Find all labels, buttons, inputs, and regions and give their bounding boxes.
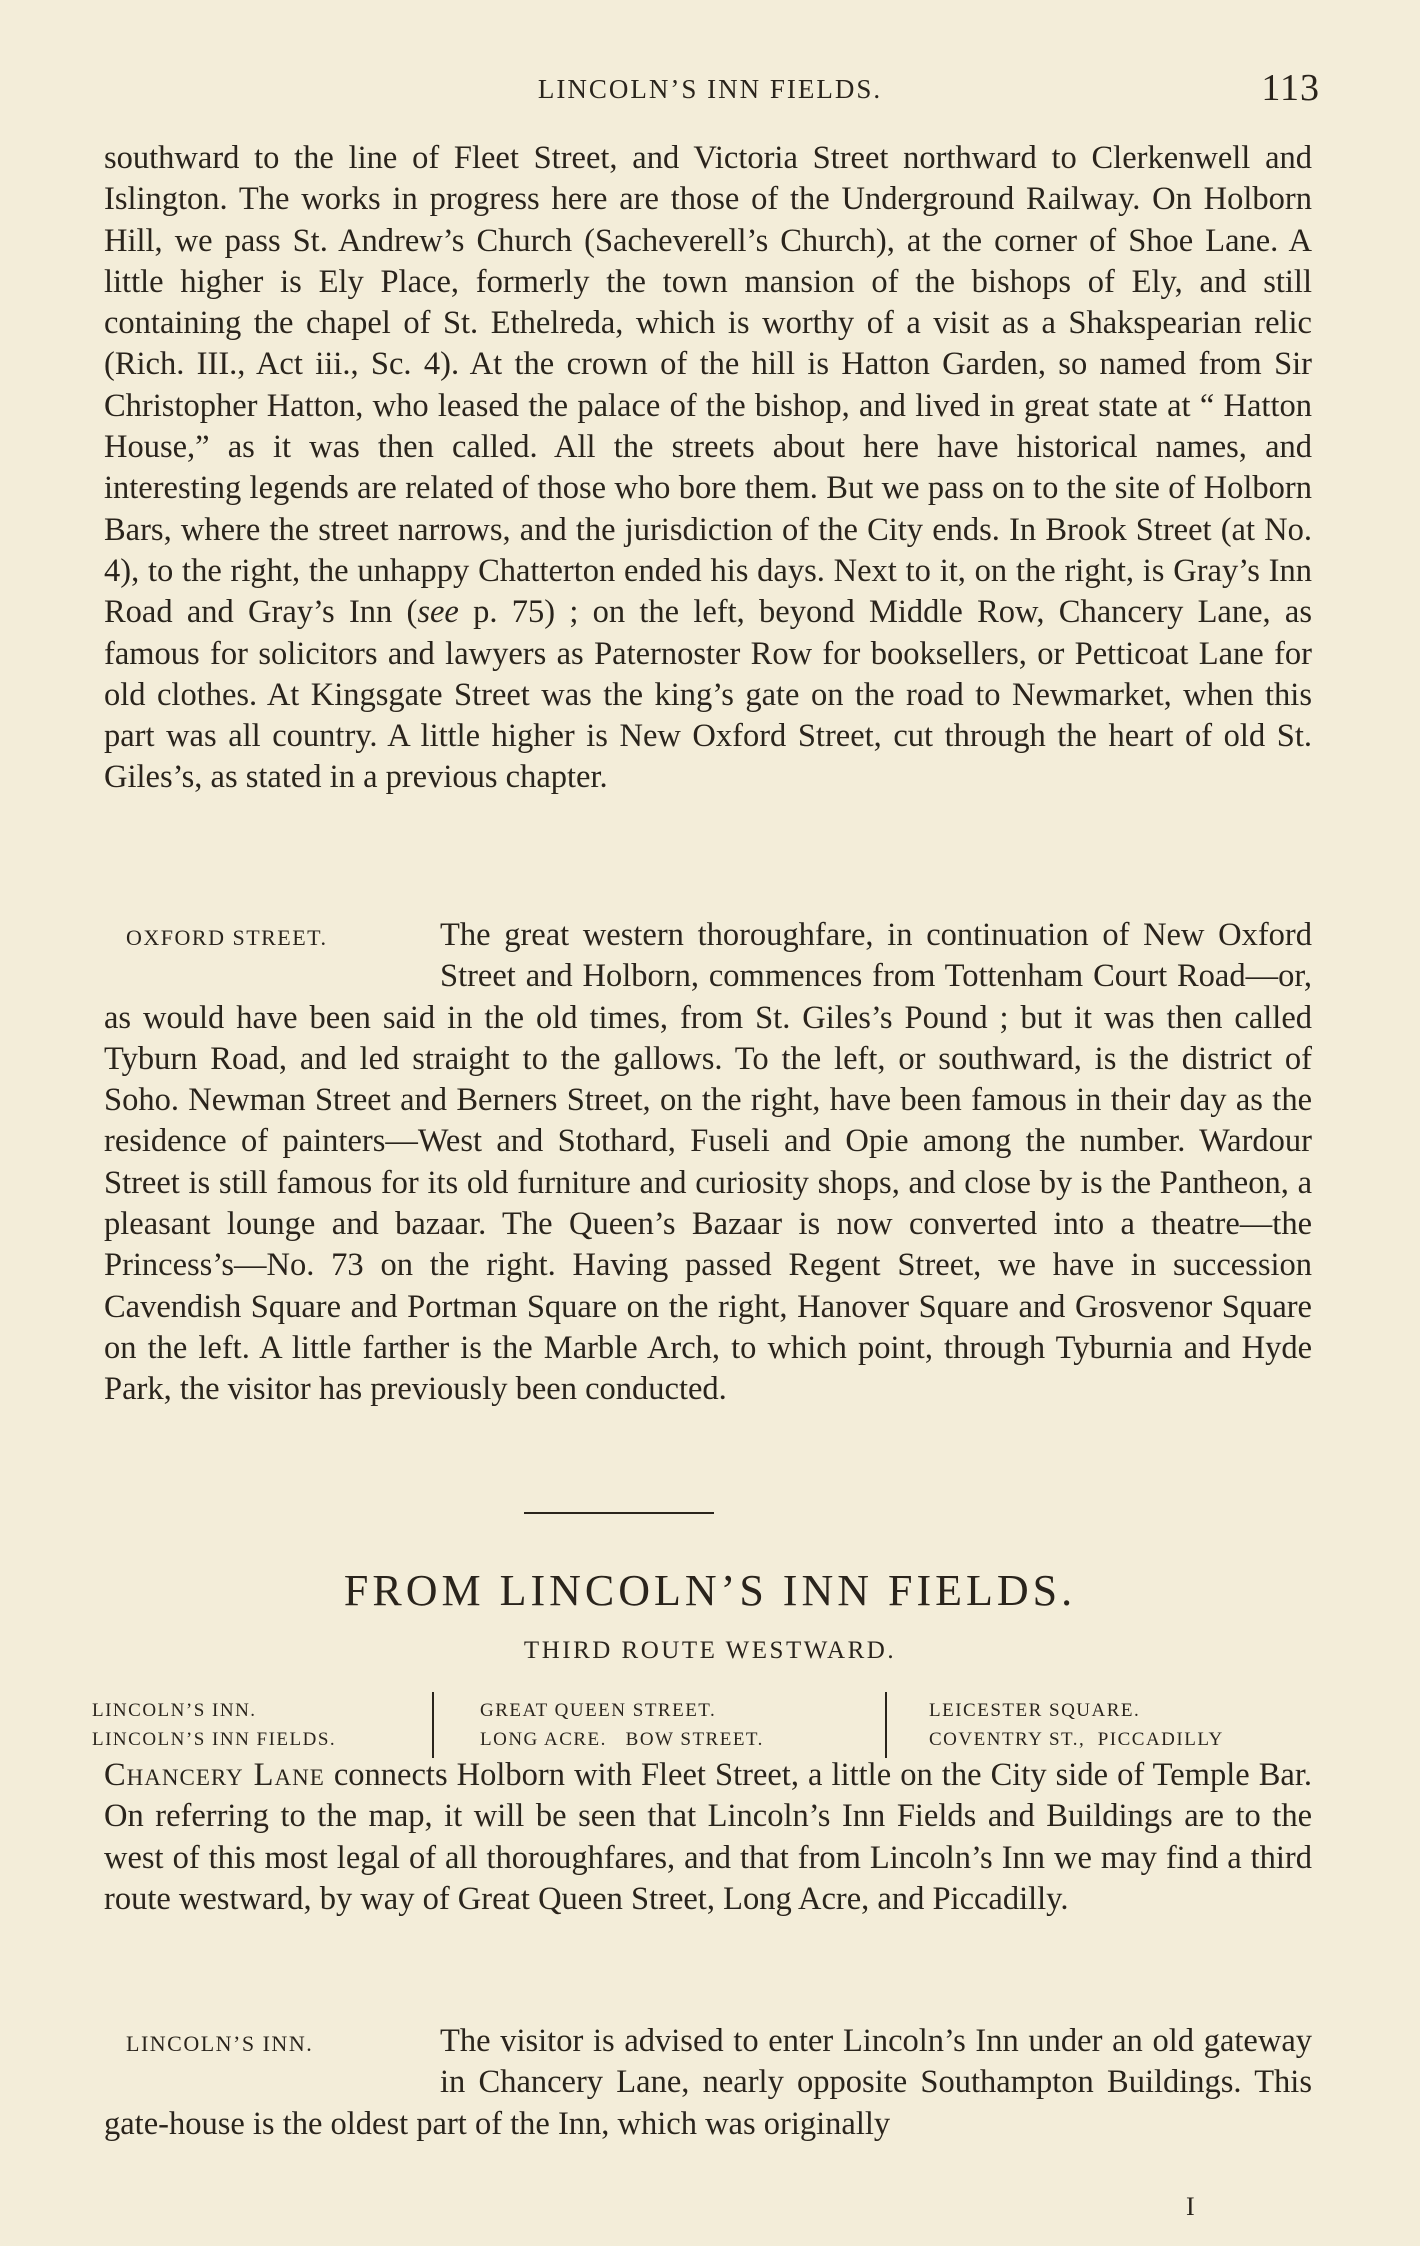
running-title: LINCOLN’S INN FIELDS. [537, 74, 883, 104]
route-column [92, 1692, 432, 1758]
route-stop: LEICESTER SQUARE. [929, 1700, 1141, 1721]
running-head [100, 66, 1320, 116]
paragraph-oxford-street [104, 915, 1312, 1411]
paragraph-chancery-lane [104, 1755, 1312, 1920]
route-column [885, 1692, 1322, 1758]
route-stop: LINCOLN’S INN. [92, 1700, 257, 1721]
paragraph-text: The great western thoroughfare, in continuation of New Oxford Street and Holborn, commences from Tottenham Court Road—or, as would have been said in the old times, from St. Giles’s Pound ; but it was then called Tyburn Road, and led straight to the gallows. To the left, or southward, is the district of Soho. Newman Street and Berners Street, on the right, have been famous in their day as the residence of painters—West and Stothard, Fuseli and Opie among the number. Wardour Street is still famous for its old furniture and curiosity shops, and close by is the Pantheon, a pleasant lounge and bazaar. The Queen’s Bazaar is now converted into a theatre—the Princess’s—No. 73 on the right. Having passed Regent Street, we have in succession Cavendish Square and Portman Square on the right, Hanover Square and Grosvenor Square on the left. A little farther is the Marble Arch, to which point, through Tyburnia and Hyde Park, the visitor has previously been conducted. [104, 917, 1312, 1408]
paragraph-lincolns-inn [104, 2021, 1312, 2145]
paragraph-text: The visitor is advised to enter Lincoln’s Inn under an old gateway in Chancery Lane, nearly opposite Southampton Buildings. This gate-house is the oldest part of the Inn, which was originally [104, 2023, 1312, 2142]
section-subtitle: THIRD ROUTE WESTWARD. [523, 1637, 897, 1664]
route-stop: COVENTRY ST., PICCADILLY [929, 1729, 1224, 1750]
section-divider [524, 1512, 714, 1514]
lead-in-small-caps: Chancery Lane [104, 1757, 325, 1793]
route-stop: GREAT QUEEN STREET. [480, 1700, 717, 1721]
sidenote-oxford-street: OXFORD STREET. [126, 925, 328, 950]
paragraph-text: connects Holborn with Fleet Street, a little on the City side of Temple Bar. On referring to the map, it will be seen that Lincoln’s Inn Fields and Buildings are to the west of this most legal of all thoroughfares, and that from Lincoln’s Inn we may find a third route westward, by way of Great Queen Street, Long Acre, and Piccadilly. [104, 1757, 1313, 1917]
see-reference: see [417, 594, 459, 631]
route-stop: LINCOLN’S INN FIELDS. [92, 1729, 337, 1750]
paragraph-text-continued: p. 75) ; on the left, beyond Middle Row, Chancery Lane, as famous for solicitors and lawyers as Paternoster Row for booksellers, or Petticoat Lane for old clothes. At Kingsgate Street was the king’s gate on the road to Newmarket, when this part was all country. A little higher is New Oxford Street, cut through the heart of old St. Giles’s, as stated in a previous chapter. [104, 594, 1312, 796]
paragraph-text: southward to the line of Fleet Street, and Victoria Street northward to Clerkenwell and Islington. The works in progress here are those of the Underground Railway. On Holborn Hill, we pass St. Andrew’s Church (Sacheverell’s Church), at the corner of Shoe Lane. A little higher is Ely Place, formerly the town mansion of the bishops of Ely, and still containing the chapel of St. Ethelreda, which is worthy of a visit as a Shakspearian relic (Rich. III., Act iii., Sc. 4). At the crown of the hill is Hatton Garden, so named from Sir Christopher Hatton, who leased the palace of the bishop, and lived in great state at “ Hatton House,” as it was then called. All the streets about here have historical names, and interesting legends are related of those who bore them. But we pass on to the site of Holborn Bars, where the street narrows, and the jurisdiction of the City ends. In Brook Street (at No. 4), to the right, the unhappy Chatterton ended his days. Next to it, on the right, is Gray’s Inn Road and Gray’s Inn ( [104, 140, 1312, 631]
route-table [92, 1692, 1322, 1758]
sidenote-lincolns-inn: LINCOLN’S INN. [126, 2031, 314, 2056]
signature-mark: I [1186, 2192, 1195, 2221]
paragraph-holborn [104, 138, 1312, 799]
section-title: FROM LINCOLN’S INN FIELDS. [343, 1566, 1077, 1615]
page-number: 113 [1261, 67, 1320, 109]
route-column [432, 1692, 885, 1758]
route-stop: LONG ACRE. BOW STREET. [480, 1729, 764, 1750]
